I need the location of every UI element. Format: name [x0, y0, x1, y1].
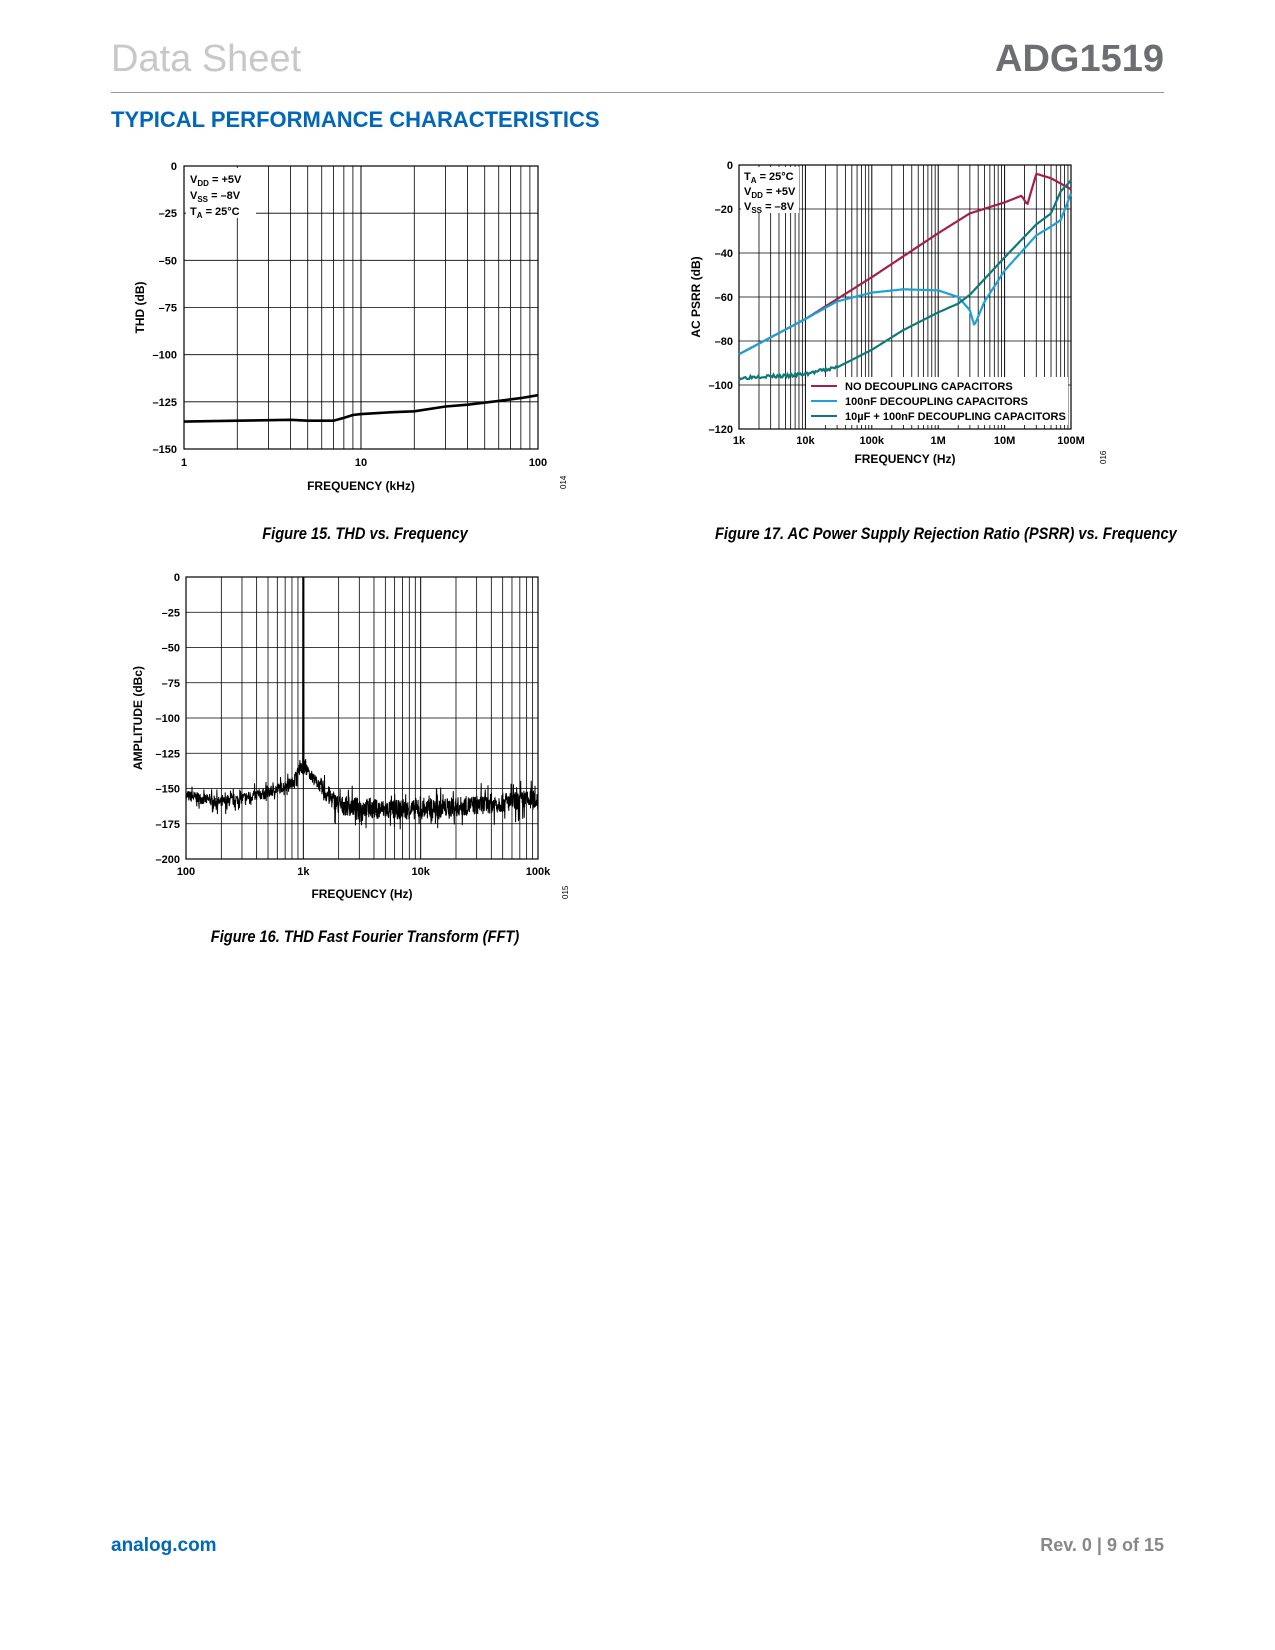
conditions-annotation: $V_{DD} = +5V$ [190, 174, 242, 188]
x-tick-label: 100 [176, 866, 196, 878]
legend-label-0: NO DECOUPLING CAPACITORS [845, 381, 1013, 393]
figure-id: 016 [1099, 450, 1108, 464]
y-tick-label: –120 [708, 424, 733, 436]
y-tick-label: –150 [155, 783, 180, 796]
y-tick-label: –50 [158, 255, 177, 268]
header-doc-type: Data Sheet [111, 38, 302, 80]
y-tick-label: –50 [161, 642, 180, 655]
x-tick-label: 1 [180, 457, 188, 469]
x-tick-label: 100 [528, 457, 548, 469]
conditions-annotation: $V_{SS} = -8V$ [190, 190, 241, 204]
y-tick-label: 0 [173, 572, 180, 584]
x-tick-label: 1k [732, 435, 746, 447]
legend-label-1: 100nF DECOUPLING CAPACITORS [845, 396, 1028, 408]
x-tick-label: 10k [411, 866, 430, 878]
y-tick-label: –200 [155, 854, 180, 866]
conditions-annotation: $V_{SS} = -8V$ [744, 201, 795, 215]
x-tick-label: 100M [1057, 435, 1085, 447]
y-axis-label: THD (dB) [133, 281, 147, 334]
y-tick-label: 0 [170, 161, 177, 173]
section-title: TYPICAL PERFORMANCE CHARACTERISTICS [111, 107, 600, 132]
fft-spectrum-line [186, 577, 538, 829]
figure-id: 015 [561, 885, 570, 899]
y-tick-label: 0 [726, 160, 733, 172]
x-tick-label: 100k [525, 866, 551, 878]
y-tick-label: –60 [714, 292, 733, 304]
y-tick-label: –100 [708, 380, 733, 392]
y-tick-label: –80 [714, 336, 733, 348]
y-axis-label: AC PSRR (dB) [689, 256, 703, 338]
footer-page-info: Rev. 0 | 9 of 15 [1040, 1535, 1164, 1555]
y-axis-label: AMPLITUDE (dBc) [131, 666, 145, 770]
figure-16-caption: Figure 16. THD Fast Fourier Transform (FFT) [210, 927, 520, 946]
x-axis-label: FREQUENCY (Hz) [854, 452, 956, 466]
conditions-annotation: $T_A = 25^\circ C$ [744, 171, 794, 185]
x-tick-label: 10M [993, 435, 1016, 447]
y-tick-label: –175 [155, 818, 180, 831]
y-tick-label: –25 [161, 607, 180, 620]
y-tick-label: –40 [714, 248, 733, 260]
figure-id: 014 [559, 475, 568, 489]
y-tick-label: –25 [158, 208, 177, 221]
figure-15-caption: Figure 15. THD vs. Frequency [262, 524, 468, 543]
y-tick-label: –100 [155, 713, 180, 725]
legend-label-2: 10µF + 100nF DECOUPLING CAPACITORS [845, 411, 1066, 423]
psrr-vs-frequency-chart [689, 155, 1160, 515]
figure-15 [130, 155, 600, 515]
figure-17 [689, 155, 1160, 515]
fft-chart [130, 560, 600, 920]
y-tick-label: –75 [158, 302, 177, 315]
y-tick-label: –125 [155, 748, 180, 761]
y-tick-label: –150 [152, 444, 177, 456]
x-tick-label: 1k [297, 866, 310, 878]
footer-website-link[interactable]: analog.com [111, 1535, 217, 1556]
figure-17-caption: Figure 17. AC Power Supply Rejection Ratio (PSRR) vs. Frequency [715, 524, 1177, 543]
y-tick-label: –100 [152, 349, 177, 362]
x-axis-label: FREQUENCY (Hz) [311, 887, 413, 901]
x-tick-label: 100k [859, 435, 885, 447]
x-tick-label: 1M [930, 435, 946, 447]
conditions-annotation: $V_{DD} = +5V$ [744, 186, 796, 200]
thd-vs-frequency-chart [130, 155, 600, 515]
header-divider [111, 92, 1164, 93]
x-tick-label: 10k [796, 435, 815, 447]
y-tick-label: –75 [161, 677, 180, 690]
conditions-annotation: $T_A = 25^\circ C$ [190, 206, 240, 220]
y-tick-label: –20 [714, 204, 733, 216]
header-part-number: ADG1519 [995, 38, 1164, 80]
x-axis-label: FREQUENCY (kHz) [307, 479, 415, 493]
y-tick-label: –125 [152, 396, 177, 409]
figure-16 [130, 560, 600, 920]
x-tick-label: 10 [354, 457, 368, 469]
